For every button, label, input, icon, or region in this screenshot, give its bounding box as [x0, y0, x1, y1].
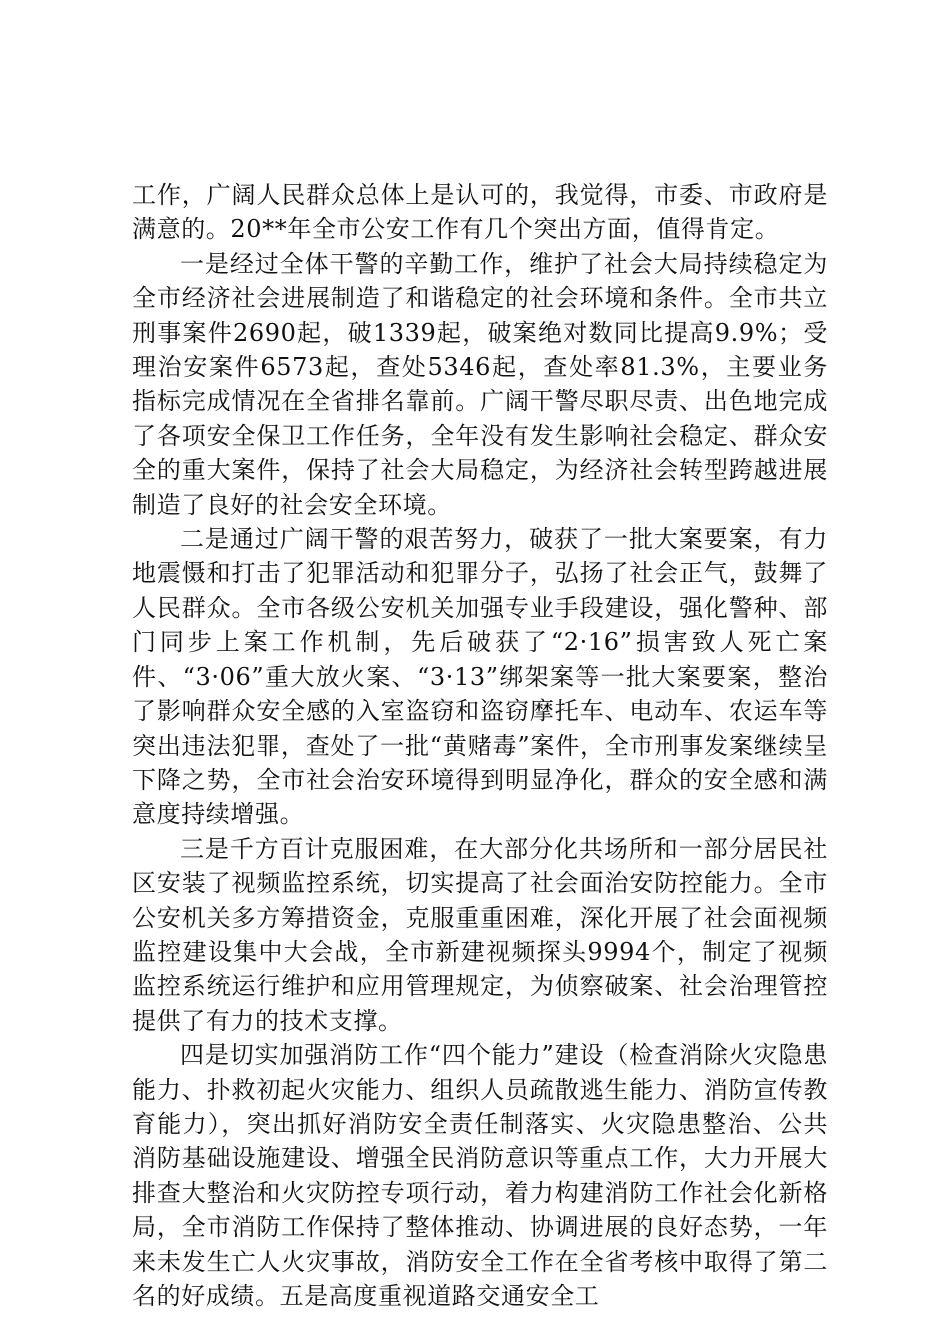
- paragraph-2: 一是经过全体干警的辛勤工作，维护了社会大局持续稳定为全市经济社会进展制造了和谐稳定的社会环境和条件。全市共立刑事案件2690起，破1339起，破案绝对数同比提高9.9%；受理治安案件6573起，查处5346起，查处率81.3%，主要业务指标完成情况在全省排名靠前。广阔干警尽职尽责、出色地完成了各项安全保卫工作任务，全年没有发生影响社会稳定、群众安全的重大案件，保持了社会大局稳定，为经济社会转型跨越进展制造了良好的社会安全环境。: [132, 249, 828, 519]
- document-body: [132, 178, 828, 1313]
- paragraph-5: 四是切实加强消防工作“四个能力”建设（检查消除火灾隐患能力、扑救初起火灾能力、组织人员疏散逃生能力、消防宣传教育能力），突出抓好消防安全责任制落实、火灾隐患整治、公共消防基础设施建设、增强全民消防意识等重点工作，大力开展大排查大整治和火灾防控专项行动，着力构建消防工作社会化新格局，全市消防工作保持了整体推动、协调进展的良好态势，一年来未发生亡人火灾事故，消防安全工作在全省考核中取得了第二名的好成绩。五是高度重视道路交通安全工: [132, 1041, 828, 1310]
- paragraph-4: 三是千方百计克服困难，在大部分化共场所和一部分居民社区安装了视频监控系统，切实提高了社会面治安防控能力。全市公安机关多方筹措资金，克服重重困难，深化开展了社会面视频监控建设集中大会战，全市新建视频探头9994个，制定了视频监控系统运行维护和应用管理规定，为侦察破案、社会治理管控提供了有力的技术支撑。: [132, 834, 828, 1035]
- paragraph-1: 工作，广阔人民群众总体上是认可的，我觉得，市委、市政府是满意的。20**年全市公安工作有几个突出方面，值得肯定。: [132, 181, 828, 244]
- paragraph-3: 二是通过广阔干警的艰苦努力，破获了一批大案要案，有力地震慑和打击了犯罪活动和犯罪分子，弘扬了社会正气，鼓舞了人民群众。全市各级公安机关加强专业手段建设，强化警种、部门同步上案工作机制，先后破获了“2·16”损害致人死亡案件、“3·06”重大放火案、“3·13”绑架案等一批大案要案，整治了影响群众安全感的入室盗窃和盗窃摩托车、电动车、农运车等突出违法犯罪，查处了一批“黄赌毒”案件，全市刑事发案继续呈下降之势，全市社会治安环境得到明显净化，群众的安全感和满意度持续增强。: [132, 525, 828, 829]
